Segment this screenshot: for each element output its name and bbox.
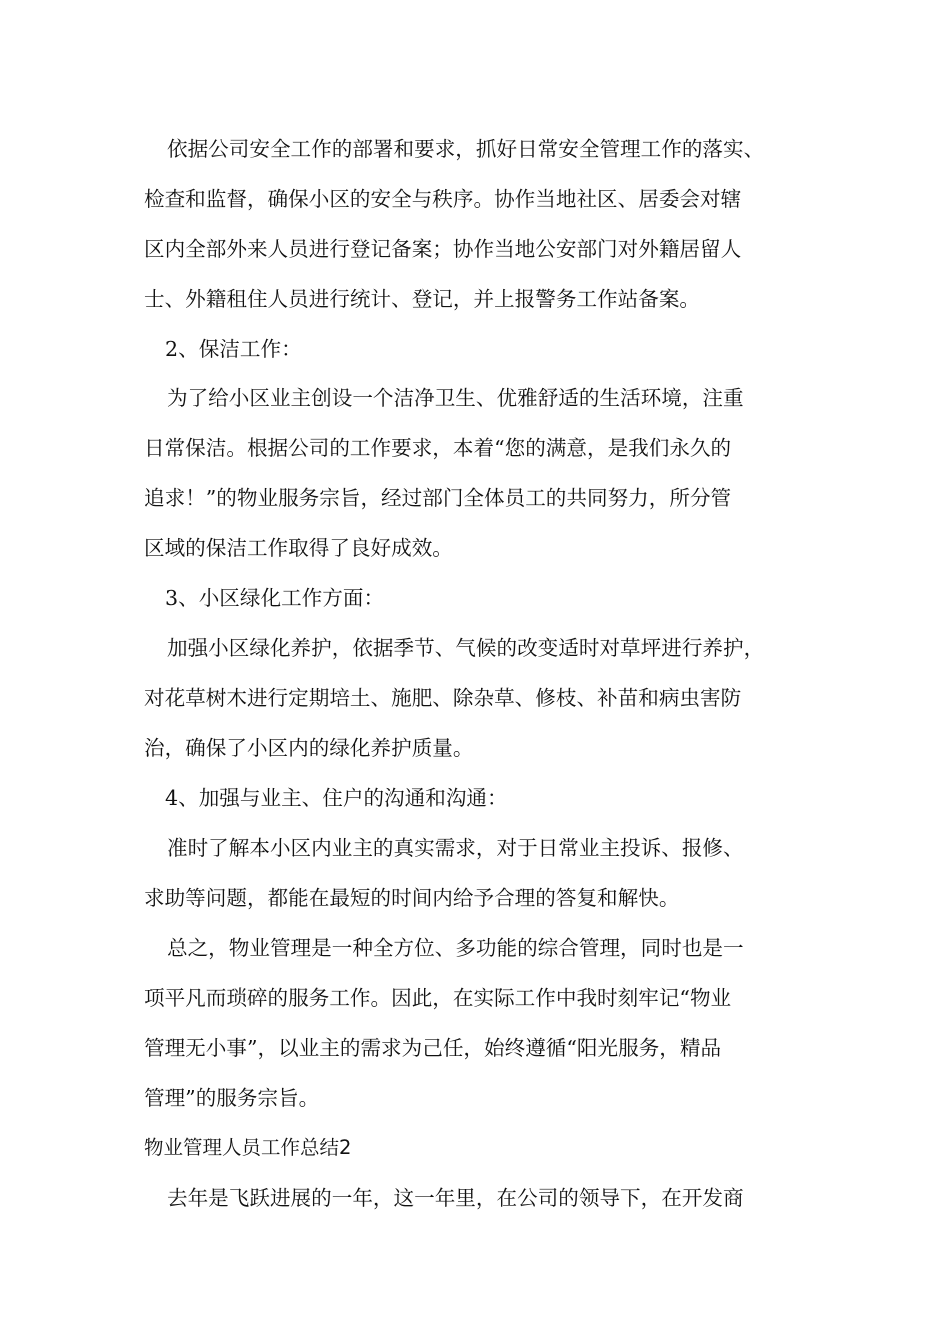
paragraph-line: 加强小区绿化养护，依据季节、气候的改变适时对草坪进行养护，: [167, 636, 765, 660]
section-heading: 4、加强与业主、住户的沟通和沟通：: [165, 786, 508, 810]
paragraph-line: 求助等问题，都能在最短的时间内给予合理的答复和解快。: [144, 886, 680, 910]
section-heading: 3、小区绿化工作方面：: [165, 586, 385, 610]
paragraph-line: 总之，物业管理是一种全方位、多功能的综合管理，同时也是一: [167, 936, 744, 960]
paragraph-line: 管理”的服务宗旨。: [144, 1086, 320, 1110]
paragraph-line: 依据公司安全工作的部署和要求，抓好日常安全管理工作的落实、: [167, 137, 765, 161]
paragraph-line: 追求！”的物业服务宗旨，经过部门全体员工的共同努力，所分管: [144, 486, 732, 510]
section-heading: 2、保洁工作：: [165, 337, 302, 361]
paragraph-line: 检查和监督，确保小区的安全与秩序。协作当地社区、居委会对辖: [144, 187, 742, 211]
paragraph-line: 区域的保洁工作取得了良好成效。: [144, 536, 453, 560]
paragraph-line: 为了给小区业主创设一个洁净卫生、优雅舒适的生活环境，注重: [167, 386, 744, 410]
paragraph-line: 对花草树木进行定期培土、施肥、除杂草、修枝、补苗和病虫害防: [144, 686, 742, 710]
paragraph-line: 项平凡而琐碎的服务工作。因此，在实际工作中我时刻牢记“物业: [144, 986, 732, 1010]
paragraph-line: 士、外籍租住人员进行统计、登记，并上报警务工作站备案。: [144, 287, 701, 311]
paragraph-line: 区内全部外来人员进行登记备案；协作当地公安部门对外籍居留人: [144, 237, 742, 261]
paragraph-line: 日常保洁。根据公司的工作要求，本着“您的满意，是我们永久的: [144, 436, 732, 460]
paragraph-line: 管理无小事”，以业主的需求为己任，始终遵循“阳光服务，精品: [144, 1036, 722, 1060]
paragraph-line: 治，确保了小区内的绿化养护质量。: [144, 736, 474, 760]
document-title: 物业管理人员工作总结2: [144, 1136, 352, 1159]
paragraph-line: 去年是飞跃进展的一年，这一年里，在公司的领导下，在开发商: [167, 1186, 744, 1210]
paragraph-line: 准时了解本小区内业主的真实需求，对于日常业主投诉、报修、: [167, 836, 744, 860]
